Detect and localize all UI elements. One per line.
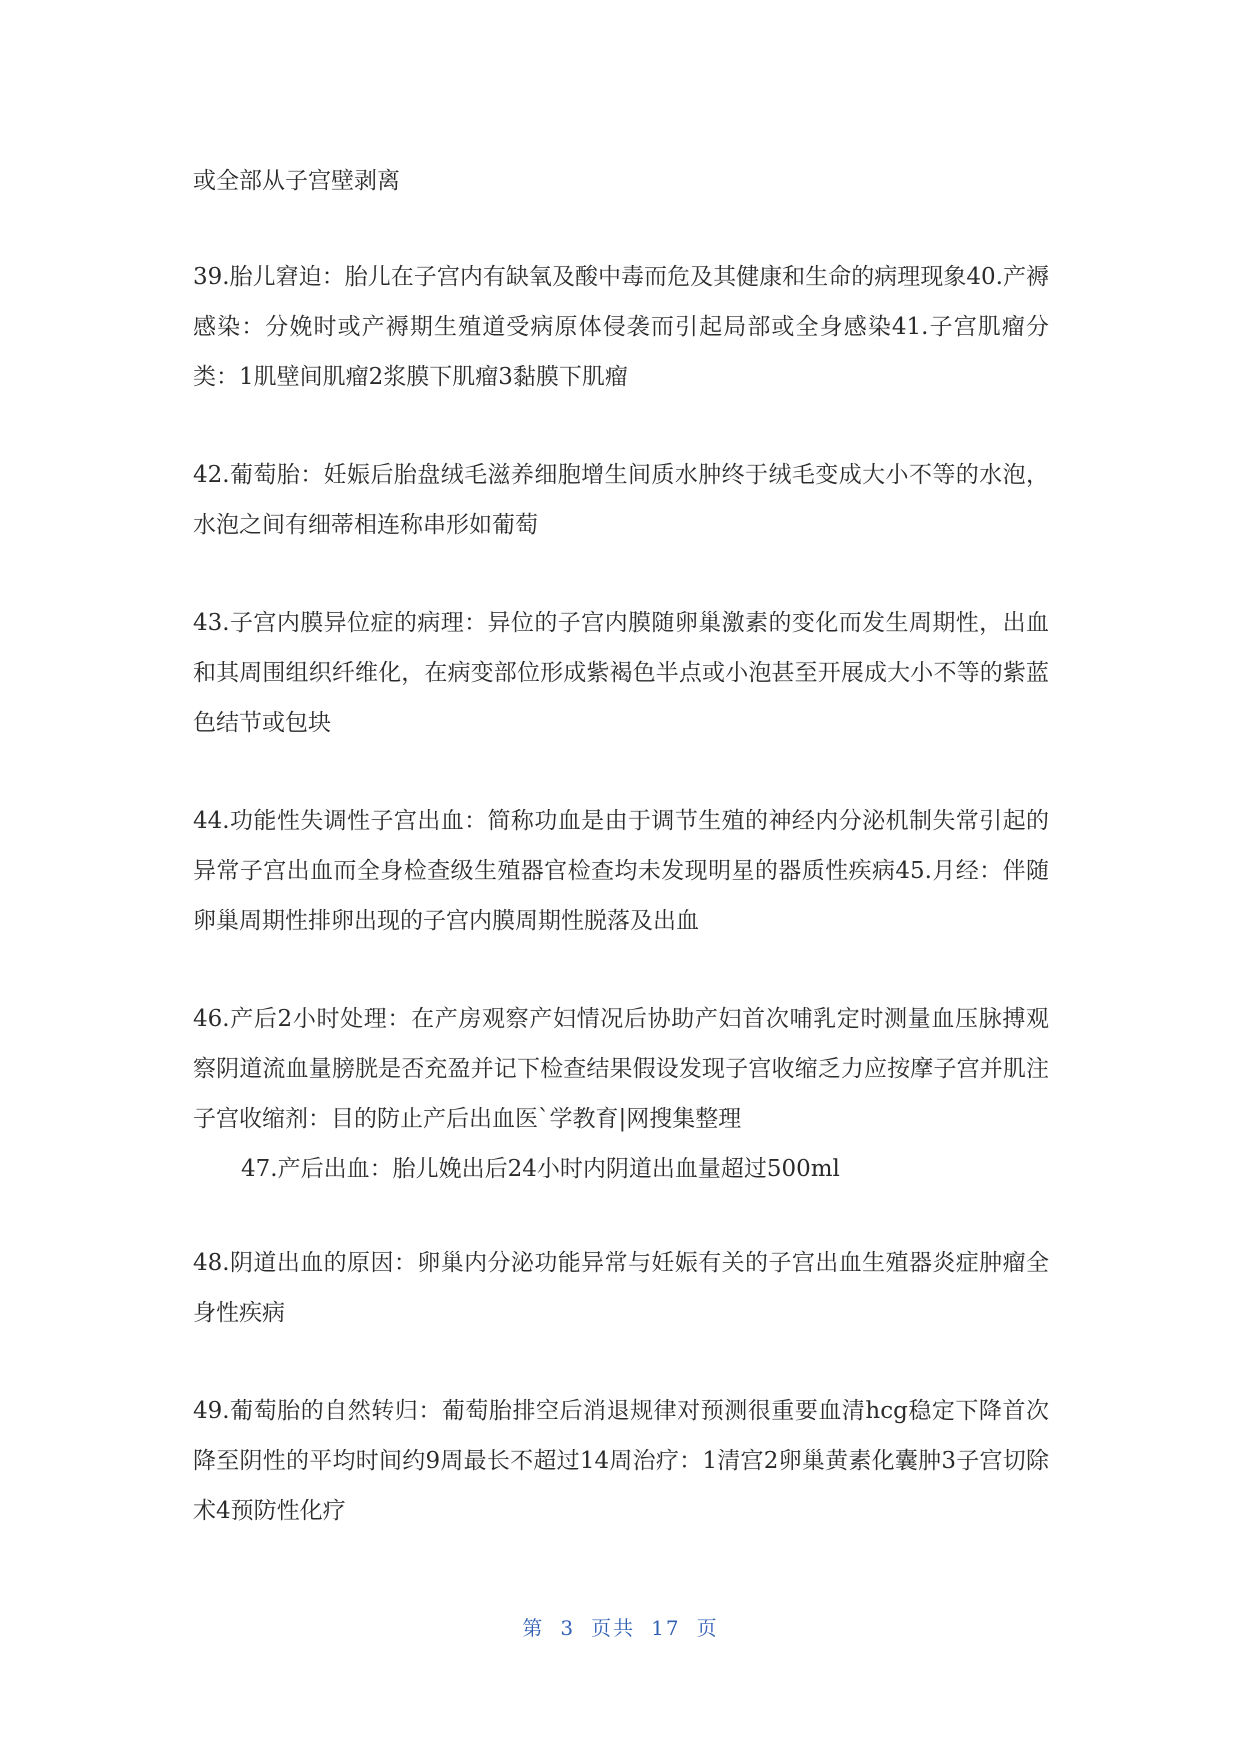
paragraph-47: 47.产后出血：胎儿娩出后24小时内阴道出血量超过500ml [241,1156,840,1182]
page-label-suffix: 页 [696,1616,719,1640]
paragraph-39-41: 39.胎儿窘迫：胎儿在子宫内有缺氧及酸中毒而危及其健康和生命的病理现象40.产褥感染：分娩时或产褥期生殖道受病原体侵袭而引起局部或全身感染41.子宫肌瘤分类：1肌壁间肌瘤2浆膜下肌瘤3黏膜下肌瘤 [193,264,1049,390]
paragraph-43: 43.子宫内膜异位症的病理：异位的子宫内膜随卵巢激素的变化而发生周期性，出血和其周围组织纤维化，在病变部位形成紫褐色半点或小泡甚至开展成大小不等的紫蓝色结节或包块 [193,610,1049,736]
current-page-number: 3 [560,1616,576,1640]
paragraph-49: 49.葡萄胎的自然转归：葡萄胎排空后消退规律对预测很重要血清hcg稳定下降首次降至阴性的平均时间约9周最长不超过14周治疗：1清宫2卵巢黄素化囊肿3子宫切除术4预防性化疗 [193,1398,1049,1524]
page-label-mid: 页共 [591,1616,636,1640]
page-label-prefix: 第 [522,1616,545,1640]
paragraph-38-continuation: 或全部从子宫壁剥离 [193,168,400,194]
paragraph-46: 46.产后2小时处理：在产房观察产妇情况后协助产妇首次哺乳定时测量血压脉搏观察阴道流血量膀胱是否充盈并记下检查结果假设发现子宫收缩乏力应按摩子宫并肌注子宫收缩剂：目的防止产后出血医`学教育|网搜集整理 [193,1006,1049,1132]
paragraph-48: 48.阴道出血的原因：卵巢内分泌功能异常与妊娠有关的子宫出血生殖器炎症肿瘤全身性疾病 [193,1250,1049,1326]
document-body [193,156,1049,1584]
paragraph-42: 42.葡萄胎：妊娠后胎盘绒毛滋养细胞增生间质水肿终于绒毛变成大小不等的水泡，水泡之间有细蒂相连称串形如葡萄 [193,462,1049,538]
page-footer [0,1612,1241,1641]
paragraph-44-45: 44.功能性失调性子宫出血：简称功血是由于调节生殖的神经内分泌机制失常引起的异常子宫出血而全身检查级生殖器官检查均未发现明星的器质性疾病45.月经：伴随卵巢周期性排卵出现的子宫内膜周期性脱落及出血 [193,808,1049,934]
total-pages-number: 17 [651,1616,681,1640]
